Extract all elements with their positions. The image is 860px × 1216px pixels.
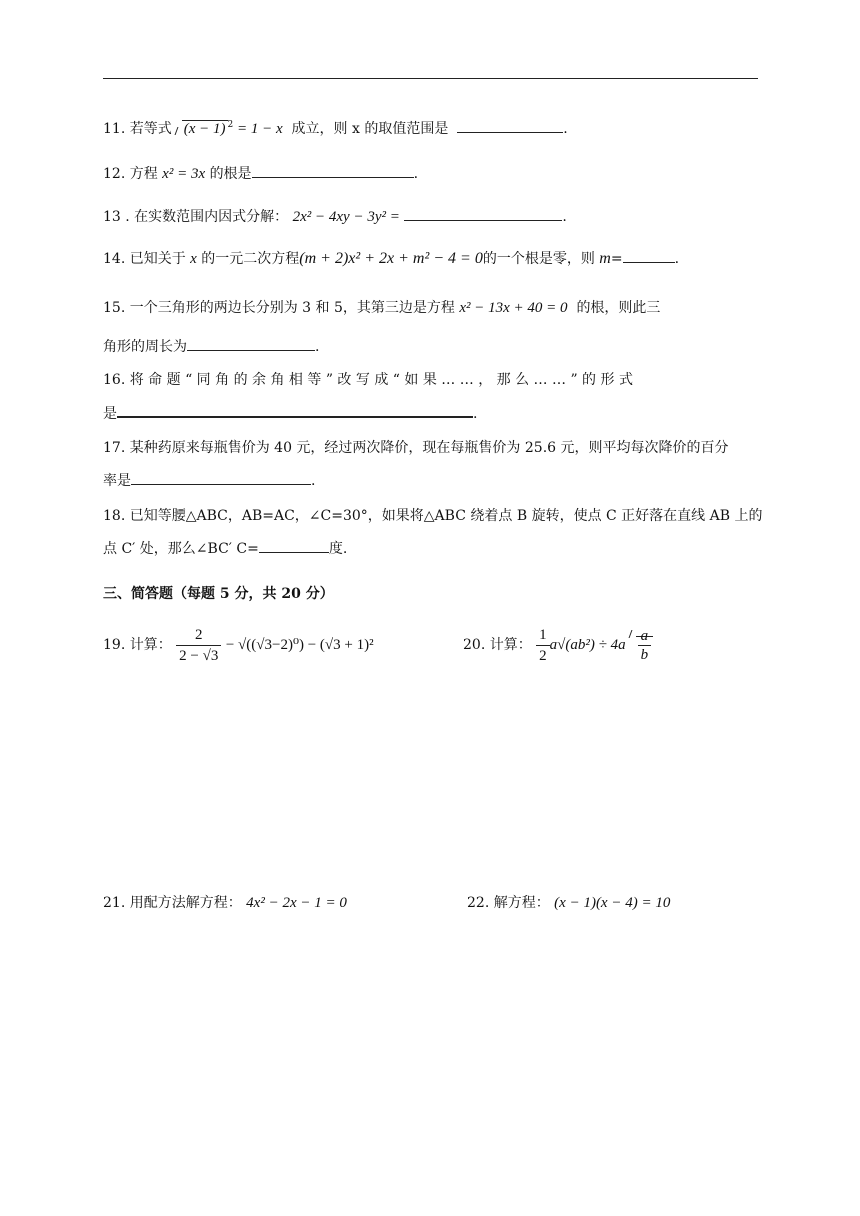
q12-answer-blank[interactable]	[252, 163, 414, 178]
question-17-line1: 17. 某种药原来每瓶售价为 40 元，经过两次降价，现在每瓶售价为 25.6 元，则平均每次降价的百分	[103, 440, 729, 456]
q11-expr: = 1 − x	[233, 121, 283, 137]
question-22: 22. 解方程： (x − 1)(x − 4) = 10	[467, 895, 671, 911]
question-18-line1: 18. 已知等腰△ABC，AB=AC，∠C=30°，如果将△ABC 绕着点 B 旋转，使点 C 正好落在直线 AB 上的	[103, 508, 763, 524]
q11-answer-blank[interactable]	[457, 118, 563, 133]
q20-expr: a√(ab²) ÷ 4a	[549, 637, 626, 653]
q14-expr: (m + 2)x² + 2x + m² − 4 = 0	[299, 250, 483, 267]
question-14: 14. 已知关于 x 的一元二次方程(m + 2)x² + 2x + m² − 4 = 0的一个根是零，则 m= .	[103, 250, 680, 267]
q22-expr: (x − 1)(x − 4) = 10	[554, 895, 671, 911]
section-3-heading: 三、简答题（每题 5 分，共 20 分）	[103, 586, 334, 602]
q15-expr: x² − 13x + 40 = 0	[459, 300, 568, 316]
q11-sqrt: (x − 1)	[172, 119, 228, 139]
question-16-line1: 16. 将 命 题 “ 同 角 的 余 角 相 等 ” 改 写 成 “ 如 果 … … ， 那 么 … … ” 的 形 式	[103, 372, 633, 388]
question-16-line2: 是 .	[103, 402, 477, 424]
q19-expr: − √((√3−2)⁰) − (√3 + 1)²	[225, 637, 374, 653]
q15-answer-blank[interactable]	[187, 336, 315, 351]
question-13: 13 . 在实数范围内因式分解： 2x² − 4xy − 3y² = .	[103, 206, 567, 227]
q12-expr: x² = 3x	[162, 166, 206, 182]
q13-answer-blank[interactable]	[404, 206, 562, 221]
question-17-line2: 率是 .	[103, 470, 315, 491]
question-20: 20. 计算： $\frac{1}{2}$ a√(ab²) ÷ 4a $\frac{a}{b}$	[463, 622, 653, 668]
q11-suffix: 成立，则 x 的取值范围是	[291, 121, 449, 137]
question-19: 19. 计算： $\frac{2}{2 - √3}$ − √((√3−2)⁰) − (√3 + 1)²	[103, 626, 374, 664]
question-18-line2: 点 C′ 处，那么∠BC′ C= 度.	[103, 538, 347, 559]
q21-expr: 4x² − 2x − 1 = 0	[246, 895, 347, 911]
q11-prefix: 11. 若等式	[103, 121, 172, 137]
q17-answer-blank[interactable]	[131, 470, 311, 485]
q16-answer-blank[interactable]	[117, 402, 473, 418]
q14-answer-blank[interactable]	[623, 248, 675, 263]
q18-answer-blank[interactable]	[259, 538, 329, 553]
header-rule	[103, 78, 758, 79]
question-21: 21. 用配方法解方程： 4x² − 2x − 1 = 0	[103, 895, 347, 911]
question-11: 11. 若等式 (x − 1) $^2$ = 1 − x 成立，则 x 的取值范围是 .	[103, 120, 568, 137]
question-12: 12. 方程 x² = 3x 的根是 .	[103, 163, 418, 184]
q13-expr: 2x² − 4xy − 3y² =	[292, 209, 400, 225]
question-15-line1: 15. 一个三角形的两边长分别为 3 和 5，其第三边是方程 x² − 13x + 40 = 0 的根，则此三	[103, 300, 661, 316]
question-15-line2: 角形的周长为 .	[103, 336, 319, 357]
q19-fraction: $\frac{2}{2 - √3}$	[176, 625, 221, 666]
